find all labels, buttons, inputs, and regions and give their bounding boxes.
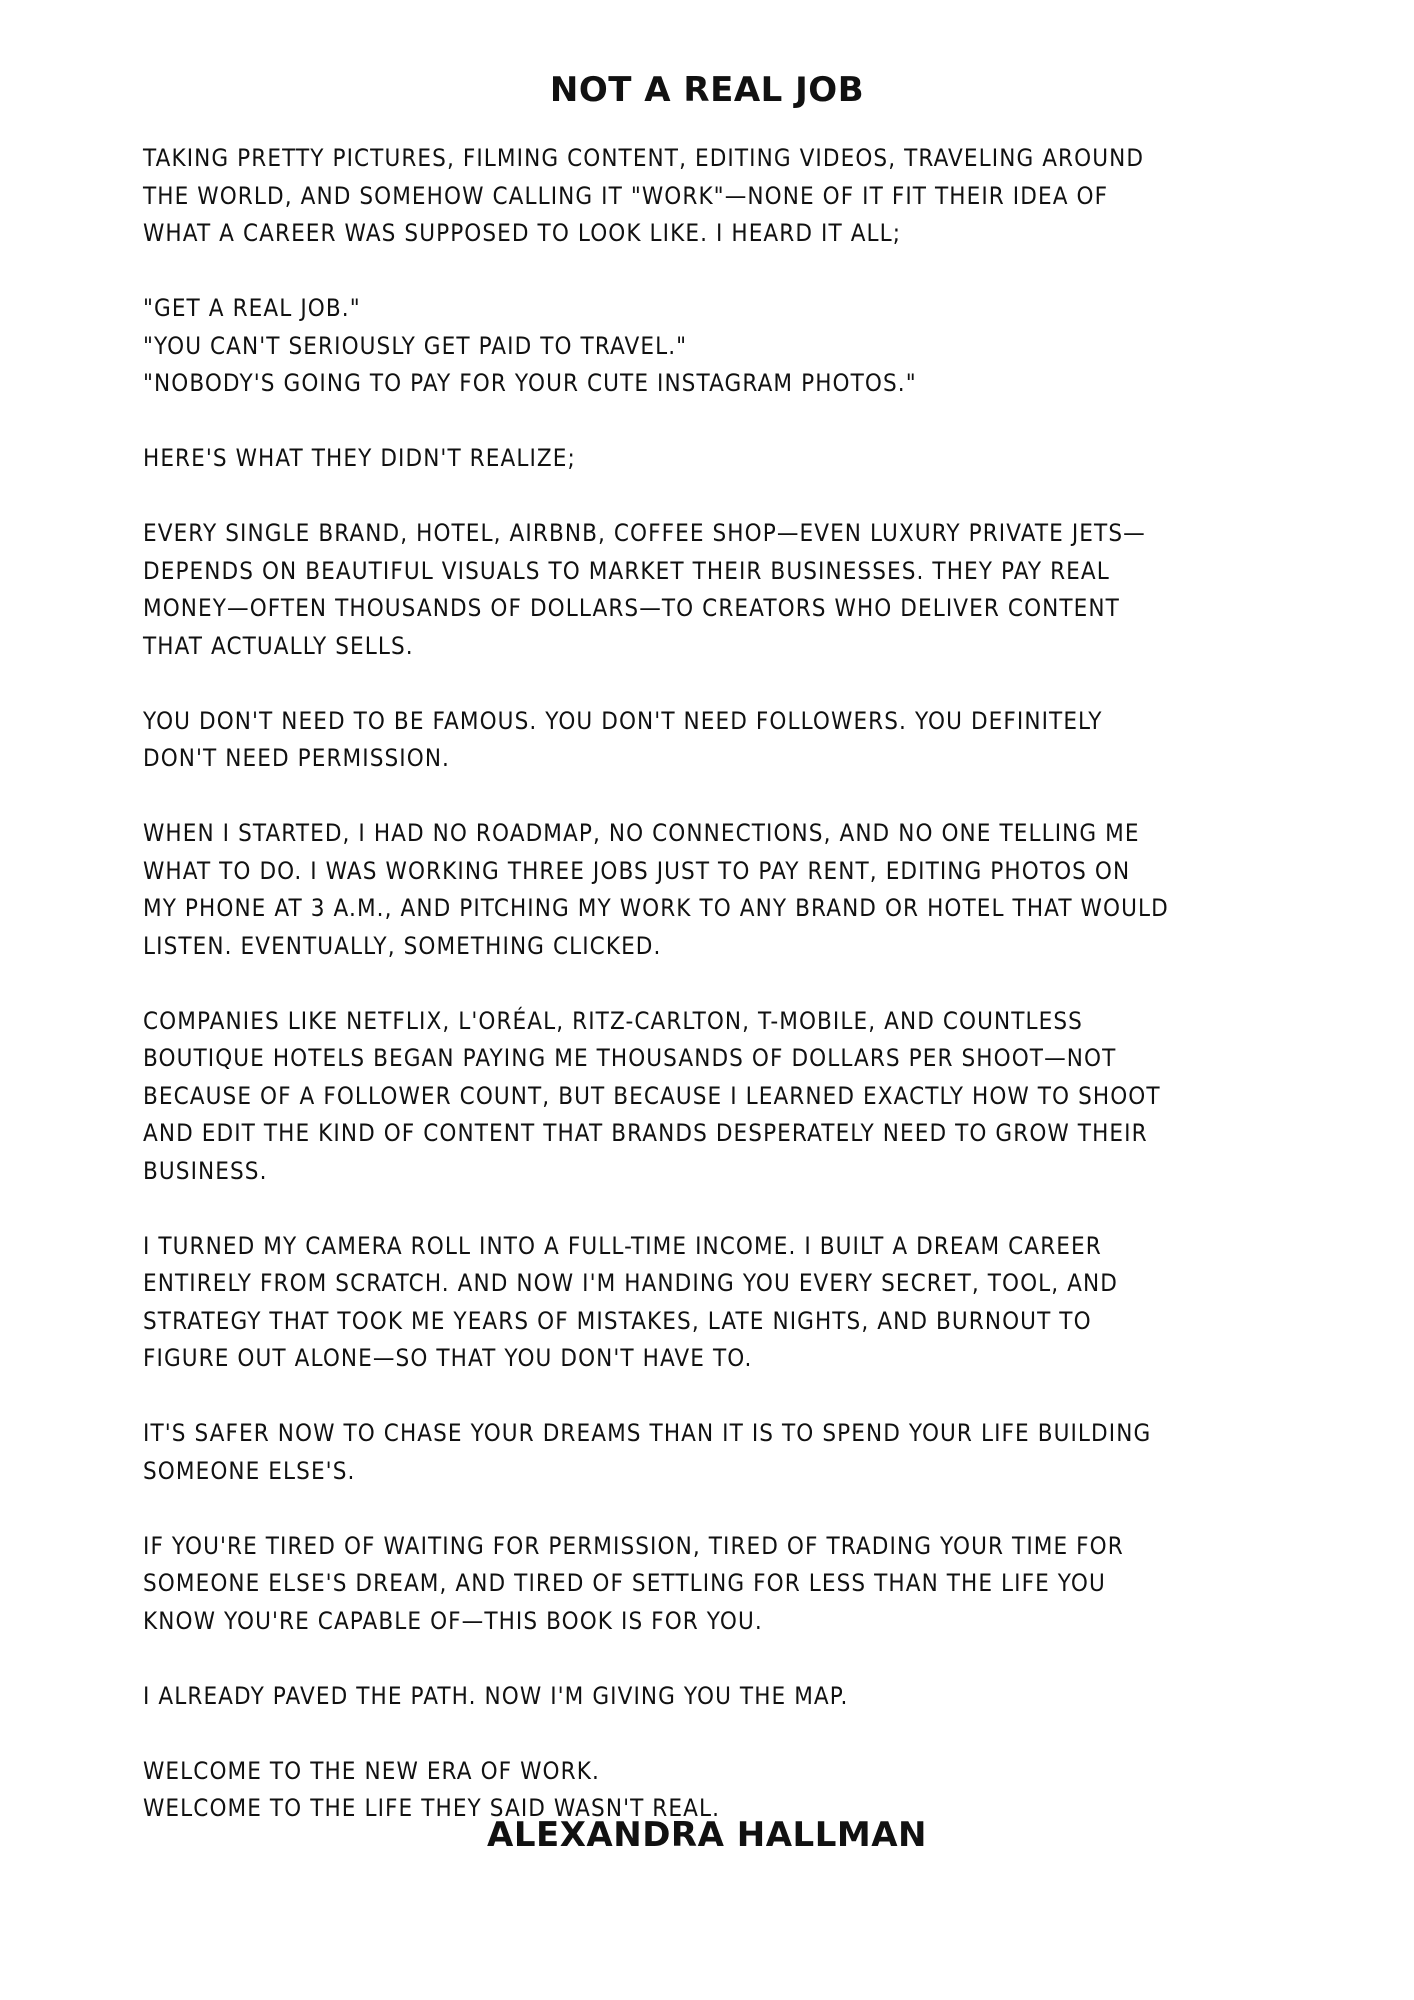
quote-line: "GET A REAL JOB." bbox=[143, 294, 361, 322]
paragraph-line: YOU DON'T NEED TO BE FAMOUS. YOU DON'T NEED FOLLOWERS. YOU DEFINITELY DON'T NEED PERMISSION. bbox=[143, 706, 1103, 772]
paragraph bbox=[143, 440, 1169, 478]
paragraph bbox=[143, 815, 1169, 965]
paragraph bbox=[143, 515, 1169, 665]
paragraph-line: I TURNED MY CAMERA ROLL INTO A FULL-TIME INCOME. I BUILT A DREAM CAREER ENTIRELY FROM SCRATCH. AND NOW I'M HANDING YOU EVERY SECRET, TOOL, AND STRATEGY THAT TOOK ME YEARS OF MISTAKES, LATE NIGHTS, AND BURNOUT TO FIGURE OUT ALONE—SO THAT YOU DON'T HAVE TO. bbox=[143, 1231, 1118, 1372]
paragraph bbox=[143, 140, 1169, 253]
paragraph bbox=[143, 703, 1169, 778]
paragraph-line: EVERY SINGLE BRAND, HOTEL, AIRBNB, COFFEE SHOP—EVEN LUXURY PRIVATE JETS—DEPENDS ON BEAUTIFUL VISUALS TO MARKET THEIR BUSINESSES. THEY PAY REAL MONEY—OFTEN THOUSANDS OF DOLLARS—TO CREATORS WHO DELIVER CONTENT THAT ACTUALLY SELLS. bbox=[143, 519, 1146, 660]
quote-line: "YOU CAN'T SERIOUSLY GET PAID TO TRAVEL." bbox=[143, 331, 688, 360]
paragraph-line: WHEN I STARTED, I HAD NO ROADMAP, NO CONNECTIONS, AND NO ONE TELLING ME WHAT TO DO. I WAS WORKING THREE JOBS JUST TO PAY RENT, EDITING PHOTOS ON MY PHONE AT 3 A.M., AND PITCHING MY WORK TO ANY BRAND OR HOTEL THAT WOULD LISTEN. EVENTUALLY, SOMETHING CLICKED. bbox=[143, 819, 1169, 960]
paragraph bbox=[143, 1528, 1169, 1641]
author-name: ALEXANDRA HALLMAN bbox=[487, 1815, 927, 1855]
body-text bbox=[143, 140, 1169, 1865]
paragraph-line: HERE'S WHAT THEY DIDN'T REALIZE; bbox=[143, 444, 576, 472]
paragraph bbox=[143, 1003, 1169, 1191]
closing-line: WELCOME TO THE LIFE THEY SAID WASN'T REAL. bbox=[143, 1794, 721, 1822]
paragraph bbox=[143, 1415, 1169, 1490]
paragraph-line: IF YOU'RE TIRED OF WAITING FOR PERMISSION, TIRED OF TRADING YOUR TIME FOR SOMEONE ELSE'S DREAM, AND TIRED OF SETTLING FOR LESS THAN THE LIFE YOU KNOW YOU'RE CAPABLE OF—THIS BOOK IS FOR YOU. bbox=[143, 1531, 1124, 1635]
quote-line: "NOBODY'S GOING TO PAY FOR YOUR CUTE INSTAGRAM PHOTOS." bbox=[143, 369, 917, 397]
page-title: NOT A REAL JOB bbox=[549, 70, 865, 110]
closing-line: WELCOME TO THE NEW ERA OF WORK. bbox=[143, 1756, 600, 1785]
paragraph-line: TAKING PRETTY PICTURES, FILMING CONTENT, EDITING VIDEOS, TRAVELING AROUND THE WORLD, AND SOMEHOW CALLING IT "WORK"—NONE OF IT FIT THEIR IDEA OF WHAT A CAREER WAS SUPPOSED TO LOOK LIKE. I HEARD IT ALL; bbox=[143, 144, 1145, 247]
paragraph bbox=[143, 1678, 1169, 1716]
quotes-paragraph bbox=[143, 290, 1169, 403]
paragraph-line: IT'S SAFER NOW TO CHASE YOUR DREAMS THAN IT IS TO SPEND YOUR LIFE BUILDING SOMEONE ELSE'S. bbox=[143, 1419, 1152, 1485]
paragraph-line: I ALREADY PAVED THE PATH. NOW I'M GIVING YOU THE MAP. bbox=[143, 1681, 849, 1710]
paragraph bbox=[143, 1228, 1169, 1378]
paragraph-line: COMPANIES LIKE NETFLIX, L'ORÉAL, RITZ-CARLTON, T-MOBILE, AND COUNTLESS BOUTIQUE HOTELS BEGAN PAYING ME THOUSANDS OF DOLLARS PER SHOOT—NOT BECAUSE OF A FOLLOWER COUNT, BUT BECAUSE I LEARNED EXACTLY HOW TO SHOOT AND EDIT THE KIND OF CONTENT THAT BRANDS DESPERATELY NEED TO GROW THEIR BUSINESS. bbox=[143, 1006, 1161, 1185]
